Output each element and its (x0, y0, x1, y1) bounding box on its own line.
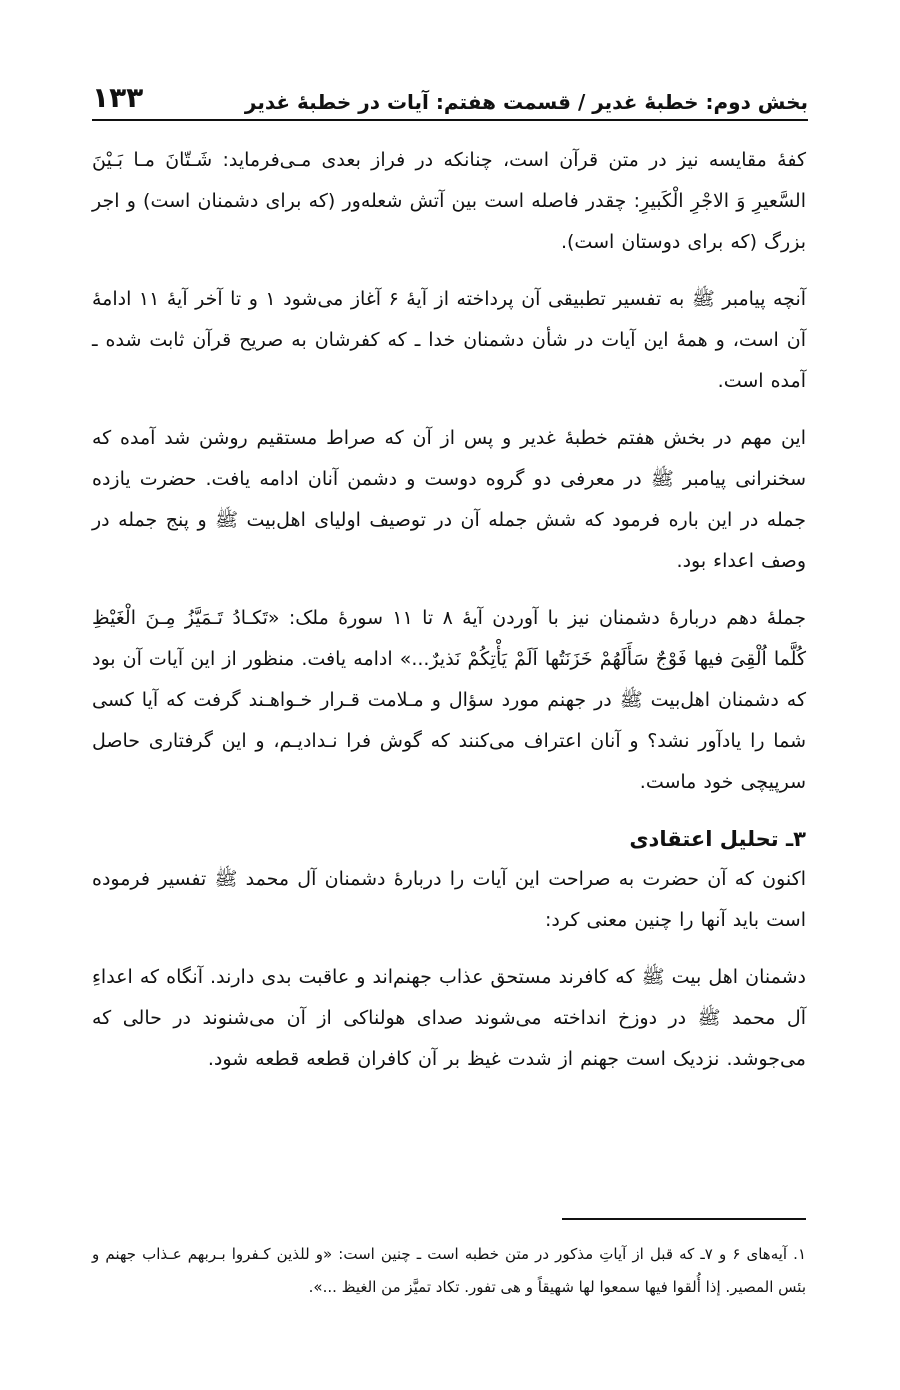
section-paragraph-2: دشمنان اهل بیت ﷺ که کافرند مستحق عذاب جهنم‌اند و عاقبت بدی دارند. آنگاه که اعداءِ آل محمد ﷺ در دوزخ انداخته می‌شوند صدای هولناکی از آن می‌شنوند در حالی که می‌جوشد. نزدیک است جهنم از شدت غیظ بر آن کافران قطعه قطعه شود. (92, 966, 806, 1070)
paragraph-2: آنچه پیامبر ﷺ به تفسیر تطبیقی آن پرداخته از آیهٔ ۶ آغاز می‌شود ۱ و تا آخر آیهٔ ۱۱ ادامهٔ آن است، و همهٔ این آیات در شأن دشمنان خدا ـ که کفرشان به صریح قرآن ثابت شده ـ آمده است. (92, 288, 807, 392)
page-header (92, 62, 808, 114)
page-number: ۱۳۳ (92, 81, 144, 114)
paragraph-4: جملهٔ دهم دربارهٔ دشمنان نیز با آوردن آیهٔ ۸ تا ۱۱ سورهٔ ملک: «تَکـادُ تَـمَیَّزُ مِـنَ الْغَیْظِ کُلَّما اُلْقِیَ فیها فَوْجٌ سَأَلَهُمْ خَزَنَتُها اَلَمْ یَأْتِکُمْ نَذیرٌ...» ادامه یافت. منظور از این آیات آن بود که دشمنان اهل‌بیت ﷺ در جهنم مورد سؤال و مـلامت قـرار خـواهـند گرفت که آیا کسی شما را یادآور نشد؟ و آنان اعتراف می‌کنند که گوش فرا نـدادیـم، و این گرفتاری حاصل سرپیچی خود ماست. (92, 607, 807, 793)
footnote: ۱. آیه‌های ۶ و ۷ـ که قبل از آیاتِ مذکور در متن خطبه است ـ چنین است: «و للذین کـفروا بـربهم عـذاب جهنم و بئس المصیر. إذا أُلقوا فیها سمعوا لها شهیقاً و هی تفور. تکاد تمیَّز من الغیظ ...». (92, 1245, 807, 1296)
section-heading: ۳ـ تحلیل اعتقادی (629, 827, 806, 851)
running-head: بخش دوم: خطبهٔ غدیر / قسمت هفتم: آیات در خطبهٔ غدیر (244, 90, 808, 114)
header-divider (92, 119, 808, 121)
paragraph-3: این مهم در بخش هفتم خطبهٔ غدیر و پس از آن که صراط مستقیم روشن شد آمده که سخنرانی پیامبر ﷺ در معرفی دو گروه دوست و دشمن آنان ادامه یافت. حضرت یازده جمله در این باره فرمود که شش جمله آن در توصیف اولیای اهل‌بیت ﷺ و پنج جمله در وصف اعداء بود. (92, 427, 806, 572)
body-text (92, 140, 806, 1096)
section-paragraph-1: اکنون که آن حضرت به صراحت این آیات را دربارهٔ دشمنان آل محمد ﷺ تفسیر فرموده است باید آنها را چنین معنی کرد: (92, 868, 806, 931)
paragraph-1: کفهٔ مقایسه نیز در متن قرآن است، چنانکه در فراز بعدی مـی‌فرماید: شَـتّانَ مـا بَـیْنَ السَّعیرِ وَ الاجْرِ الْکَبیرِ: چقدر فاصله است بین آتش شعله‌ور (که برای دشمنان است) و اجر بزرگ (که برای دوستان است). (92, 149, 806, 253)
footnote-divider (562, 1218, 806, 1220)
